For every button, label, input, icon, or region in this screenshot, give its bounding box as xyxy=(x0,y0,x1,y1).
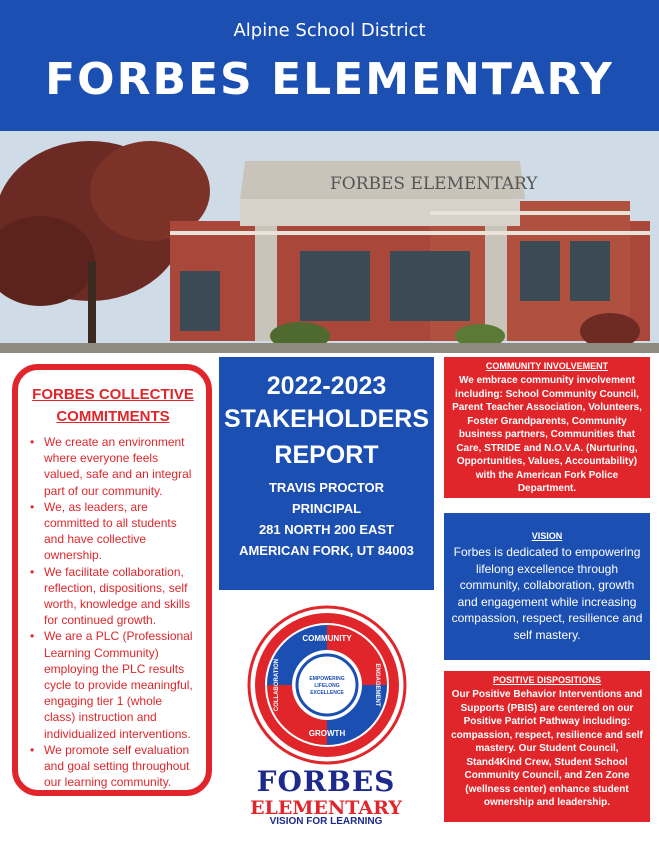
address-line1: 281 NORTH 200 EAST xyxy=(258,522,395,537)
logo-school-name: FORBES xyxy=(256,765,396,798)
community-title: COMMUNITY INVOLVEMENT xyxy=(485,361,609,371)
principal-name: TRAVIS PROCTOR xyxy=(268,480,385,495)
school-building-photo xyxy=(0,131,659,353)
community-involvement-box xyxy=(444,357,650,498)
vision-box xyxy=(444,513,650,660)
positive-dispositions-box xyxy=(444,671,650,822)
principal-title: PRINCIPAL xyxy=(291,501,362,516)
report-title-line2: REPORT xyxy=(274,441,379,469)
report-year: 2022-2023 xyxy=(266,372,387,400)
logo-school-sub: ELEMENTARY xyxy=(250,797,402,819)
commitment-item: • We, as leaders, are committed to all students and have collective ownership. xyxy=(30,499,196,564)
vision-body: Forbes is dedicated to empowering lifelong excellence through community, collaboration, growth and engagement while increasing compassion, respect, resilience and self mastery. xyxy=(451,545,643,642)
header-banner xyxy=(0,0,659,131)
building-sign-text: FORBES ELEMENTARY xyxy=(330,174,538,194)
commitment-item: • We are a PLC (Professional Learning Community) employing the PLC results cycle to provide meaningful, engaging tier 1 (whole class) instruction and individualized interventions. xyxy=(30,628,196,741)
logo-ring-top: COMMUNITY xyxy=(302,634,352,643)
commitment-item: • We promote self evaluation and goal setting throughout our learning community. xyxy=(30,742,196,791)
commitments-title-line1: FORBES COLLECTIVE xyxy=(32,386,194,403)
logo-center-line1: EMPOWERING xyxy=(309,676,345,682)
dispositions-title: POSITIVE DISPOSITIONS xyxy=(492,675,602,685)
stakeholders-report-panel xyxy=(219,357,434,590)
district-name: Alpine School District xyxy=(233,20,426,41)
report-title-line1: STAKEHOLDERS xyxy=(223,405,430,433)
vision-title: VISION xyxy=(531,531,563,541)
logo-ring-right: ENGAGEMENT xyxy=(374,663,380,707)
logo-tagline: VISION FOR LEARNING xyxy=(269,816,383,827)
logo-ring-left: COLLABORATION xyxy=(274,658,280,712)
commitment-item: • We facilitate collaboration, reflection, dispositions, self worth, knowledge and skills for continued growth. xyxy=(30,564,196,629)
commitment-item: • We create an environment where everyone feels valued, safe and an integral part of our community. xyxy=(30,434,196,499)
logo-center-line2: LIFELONG xyxy=(314,683,340,689)
logo-center-line3: EXCELLENCE xyxy=(310,690,344,696)
commitments-list xyxy=(30,434,196,790)
address-line2: AMERICAN FORK, UT 84003 xyxy=(239,543,414,558)
dispositions-body: Our Positive Behavior Interventions and Supports (PBIS) are centered on our Positive Patriot Pathway including: compassion, respect, resilience and self mastery. Our Student Council, Stand4Kind Crew, Student School Community Council, and Zen Zone (wellness center) enhance student ownership and leadership. xyxy=(451,689,643,808)
collective-commitments-panel xyxy=(12,364,212,796)
logo-ring-bottom: GROWTH xyxy=(308,729,346,738)
commitments-title-line2: COMMITMENTS xyxy=(56,408,170,425)
community-body: We embrace community involvement including: School Community Council, Parent Teacher Association, Volunteers, Foster Grandparents, Community business partners, Communities that Care, STRIDE and N.O.V.A. (Nurturing, Opportunities, Values, Accountability) with the American Fork Police Department. xyxy=(452,375,642,494)
school-title: FORBES ELEMENTARY xyxy=(45,54,614,105)
